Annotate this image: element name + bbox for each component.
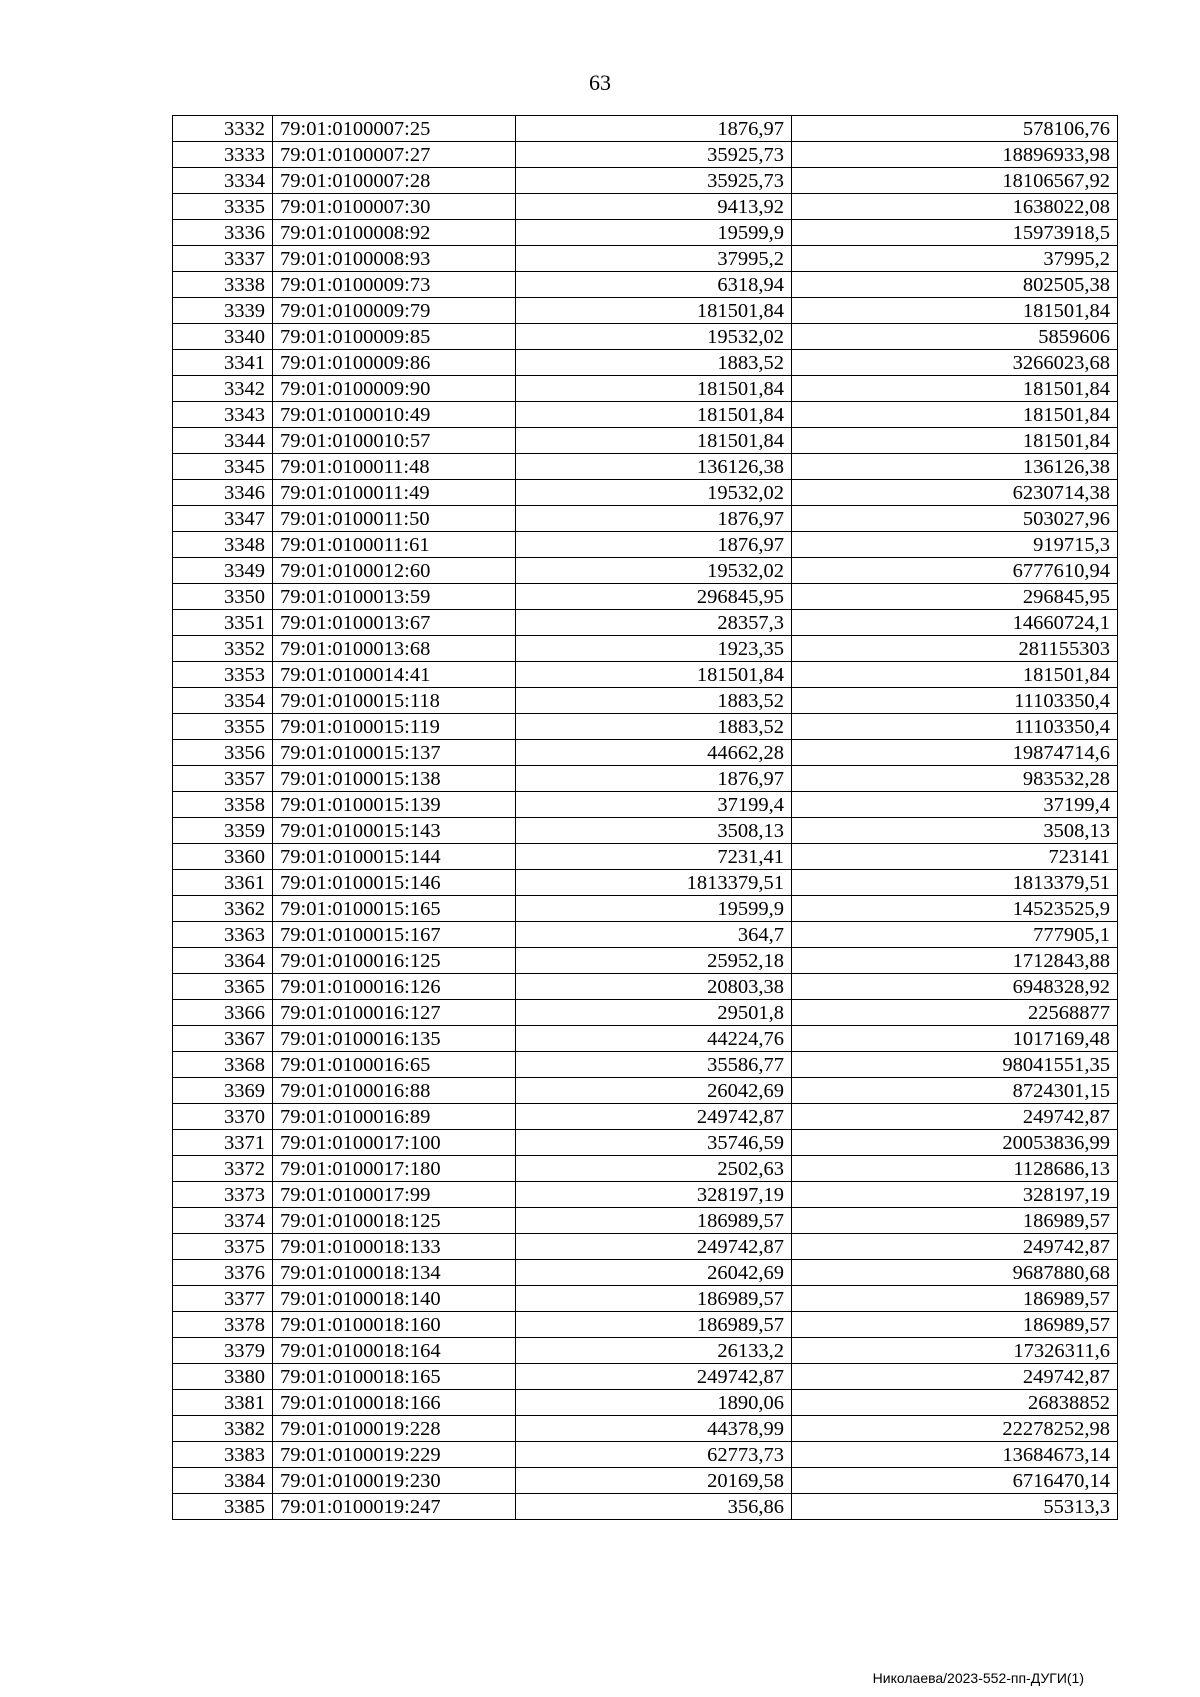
total-value-cell: 186989,57 — [792, 1286, 1118, 1312]
row-number-cell: 3358 — [173, 792, 273, 818]
value-cell: 3508,13 — [516, 818, 792, 844]
total-value-cell: 18896933,98 — [792, 142, 1118, 168]
cadastral-number-cell: 79:01:0100019:230 — [273, 1468, 516, 1494]
value-cell: 356,86 — [516, 1494, 792, 1520]
cadastral-number-cell: 79:01:0100015:137 — [273, 740, 516, 766]
value-cell: 19532,02 — [516, 324, 792, 350]
total-value-cell: 1712843,88 — [792, 948, 1118, 974]
cadastral-number-cell: 79:01:0100017:180 — [273, 1156, 516, 1182]
total-value-cell: 3508,13 — [792, 818, 1118, 844]
cadastral-number-cell: 79:01:0100009:79 — [273, 298, 516, 324]
cadastral-number-cell: 79:01:0100018:166 — [273, 1390, 516, 1416]
table-row — [173, 506, 1118, 532]
cadastral-number-cell: 79:01:0100018:160 — [273, 1312, 516, 1338]
cadastral-number-cell: 79:01:0100008:92 — [273, 220, 516, 246]
row-number-cell: 3343 — [173, 402, 273, 428]
cadastral-number-cell: 79:01:0100016:135 — [273, 1026, 516, 1052]
total-value-cell: 37995,2 — [792, 246, 1118, 272]
row-number-cell: 3369 — [173, 1078, 273, 1104]
row-number-cell: 3338 — [173, 272, 273, 298]
total-value-cell: 11103350,4 — [792, 688, 1118, 714]
value-cell: 186989,57 — [516, 1208, 792, 1234]
total-value-cell: 919715,3 — [792, 532, 1118, 558]
row-number-cell: 3347 — [173, 506, 273, 532]
total-value-cell: 328197,19 — [792, 1182, 1118, 1208]
table-row — [173, 584, 1118, 610]
row-number-cell: 3336 — [173, 220, 273, 246]
cadastral-number-cell: 79:01:0100011:49 — [273, 480, 516, 506]
cadastral-number-cell: 79:01:0100014:41 — [273, 662, 516, 688]
table-row — [173, 1338, 1118, 1364]
total-value-cell: 1128686,13 — [792, 1156, 1118, 1182]
row-number-cell: 3341 — [173, 350, 273, 376]
total-value-cell: 6777610,94 — [792, 558, 1118, 584]
cadastral-number-cell: 79:01:0100007:28 — [273, 168, 516, 194]
row-number-cell: 3356 — [173, 740, 273, 766]
total-value-cell: 777905,1 — [792, 922, 1118, 948]
value-cell: 35925,73 — [516, 142, 792, 168]
total-value-cell: 13684673,14 — [792, 1442, 1118, 1468]
total-value-cell: 136126,38 — [792, 454, 1118, 480]
value-cell: 37199,4 — [516, 792, 792, 818]
table-row — [173, 1156, 1118, 1182]
table-row — [173, 1468, 1118, 1494]
document-footer-code: Николаева/2023-552-пп-ДУГИ(1) — [872, 1670, 1084, 1686]
table-row — [173, 948, 1118, 974]
total-value-cell: 98041551,35 — [792, 1052, 1118, 1078]
cadastral-number-cell: 79:01:0100015:144 — [273, 844, 516, 870]
value-cell: 364,7 — [516, 922, 792, 948]
total-value-cell: 14523525,9 — [792, 896, 1118, 922]
cadastral-number-cell: 79:01:0100015:167 — [273, 922, 516, 948]
value-cell: 26042,69 — [516, 1260, 792, 1286]
table-row — [173, 1130, 1118, 1156]
row-number-cell: 3365 — [173, 974, 273, 1000]
total-value-cell: 181501,84 — [792, 428, 1118, 454]
row-number-cell: 3352 — [173, 636, 273, 662]
table-row — [173, 1000, 1118, 1026]
value-cell: 35925,73 — [516, 168, 792, 194]
total-value-cell: 55313,3 — [792, 1494, 1118, 1520]
row-number-cell: 3378 — [173, 1312, 273, 1338]
cadastral-number-cell: 79:01:0100018:133 — [273, 1234, 516, 1260]
row-number-cell: 3357 — [173, 766, 273, 792]
cadastral-number-cell: 79:01:0100013:67 — [273, 610, 516, 636]
cadastral-number-cell: 79:01:0100013:59 — [273, 584, 516, 610]
table-row — [173, 194, 1118, 220]
cadastral-number-cell: 79:01:0100007:25 — [273, 116, 516, 142]
total-value-cell: 3266023,68 — [792, 350, 1118, 376]
table-row — [173, 688, 1118, 714]
row-number-cell: 3364 — [173, 948, 273, 974]
cadastral-number-cell: 79:01:0100010:49 — [273, 402, 516, 428]
row-number-cell: 3385 — [173, 1494, 273, 1520]
cadastral-number-cell: 79:01:0100015:146 — [273, 870, 516, 896]
row-number-cell: 3371 — [173, 1130, 273, 1156]
table-row — [173, 610, 1118, 636]
row-number-cell: 3332 — [173, 116, 273, 142]
row-number-cell: 3367 — [173, 1026, 273, 1052]
table-row — [173, 818, 1118, 844]
total-value-cell: 1638022,08 — [792, 194, 1118, 220]
cadastral-number-cell: 79:01:0100015:138 — [273, 766, 516, 792]
row-number-cell: 3355 — [173, 714, 273, 740]
table-row — [173, 116, 1118, 142]
cadastral-number-cell: 79:01:0100015:143 — [273, 818, 516, 844]
value-cell: 28357,3 — [516, 610, 792, 636]
table-row — [173, 896, 1118, 922]
cadastral-number-cell: 79:01:0100016:89 — [273, 1104, 516, 1130]
row-number-cell: 3360 — [173, 844, 273, 870]
table-row — [173, 532, 1118, 558]
cadastral-number-cell: 79:01:0100016:126 — [273, 974, 516, 1000]
total-value-cell: 6230714,38 — [792, 480, 1118, 506]
cadastral-number-cell: 79:01:0100011:48 — [273, 454, 516, 480]
value-cell: 25952,18 — [516, 948, 792, 974]
value-cell: 29501,8 — [516, 1000, 792, 1026]
row-number-cell: 3382 — [173, 1416, 273, 1442]
value-cell: 26133,2 — [516, 1338, 792, 1364]
cadastral-number-cell: 79:01:0100016:125 — [273, 948, 516, 974]
cadastral-number-cell: 79:01:0100015:165 — [273, 896, 516, 922]
total-value-cell: 181501,84 — [792, 298, 1118, 324]
total-value-cell: 249742,87 — [792, 1364, 1118, 1390]
cadastral-value-table — [172, 115, 1118, 1520]
row-number-cell: 3379 — [173, 1338, 273, 1364]
total-value-cell: 20053836,99 — [792, 1130, 1118, 1156]
value-cell: 1883,52 — [516, 714, 792, 740]
cadastral-number-cell: 79:01:0100015:119 — [273, 714, 516, 740]
table-row — [173, 1442, 1118, 1468]
table-row — [173, 636, 1118, 662]
total-value-cell: 6716470,14 — [792, 1468, 1118, 1494]
table-row — [173, 844, 1118, 870]
value-cell: 1883,52 — [516, 350, 792, 376]
cadastral-number-cell: 79:01:0100016:127 — [273, 1000, 516, 1026]
table-row — [173, 1026, 1118, 1052]
row-number-cell: 3366 — [173, 1000, 273, 1026]
cadastral-number-cell: 79:01:0100009:86 — [273, 350, 516, 376]
table-row — [173, 870, 1118, 896]
value-cell: 181501,84 — [516, 376, 792, 402]
total-value-cell: 22278252,98 — [792, 1416, 1118, 1442]
total-value-cell: 281155303 — [792, 636, 1118, 662]
table-row — [173, 454, 1118, 480]
total-value-cell: 983532,28 — [792, 766, 1118, 792]
row-number-cell: 3383 — [173, 1442, 273, 1468]
row-number-cell: 3350 — [173, 584, 273, 610]
total-value-cell: 14660724,1 — [792, 610, 1118, 636]
table-row — [173, 714, 1118, 740]
total-value-cell: 181501,84 — [792, 662, 1118, 688]
table-row — [173, 246, 1118, 272]
total-value-cell: 1017169,48 — [792, 1026, 1118, 1052]
row-number-cell: 3345 — [173, 454, 273, 480]
row-number-cell: 3370 — [173, 1104, 273, 1130]
value-cell: 19599,9 — [516, 220, 792, 246]
value-cell: 136126,38 — [516, 454, 792, 480]
total-value-cell: 5859606 — [792, 324, 1118, 350]
value-cell: 1813379,51 — [516, 870, 792, 896]
table-row — [173, 142, 1118, 168]
table-row — [173, 1260, 1118, 1286]
row-number-cell: 3354 — [173, 688, 273, 714]
table-row — [173, 1364, 1118, 1390]
value-cell: 181501,84 — [516, 662, 792, 688]
value-cell: 1876,97 — [516, 116, 792, 142]
cadastral-number-cell: 79:01:0100019:228 — [273, 1416, 516, 1442]
row-number-cell: 3342 — [173, 376, 273, 402]
row-number-cell: 3381 — [173, 1390, 273, 1416]
table-row — [173, 1312, 1118, 1338]
value-cell: 249742,87 — [516, 1104, 792, 1130]
row-number-cell: 3349 — [173, 558, 273, 584]
table-row — [173, 1208, 1118, 1234]
page-number: 63 — [589, 70, 611, 95]
row-number-cell: 3339 — [173, 298, 273, 324]
total-value-cell: 186989,57 — [792, 1312, 1118, 1338]
cadastral-number-cell: 79:01:0100016:88 — [273, 1078, 516, 1104]
total-value-cell: 11103350,4 — [792, 714, 1118, 740]
value-cell: 181501,84 — [516, 428, 792, 454]
value-cell: 296845,95 — [516, 584, 792, 610]
value-cell: 37995,2 — [516, 246, 792, 272]
value-cell: 19532,02 — [516, 558, 792, 584]
cadastral-number-cell: 79:01:0100016:65 — [273, 1052, 516, 1078]
table-row — [173, 558, 1118, 584]
value-cell: 1876,97 — [516, 532, 792, 558]
table-row — [173, 168, 1118, 194]
row-number-cell: 3340 — [173, 324, 273, 350]
cadastral-number-cell: 79:01:0100011:50 — [273, 506, 516, 532]
row-number-cell: 3373 — [173, 1182, 273, 1208]
value-cell: 186989,57 — [516, 1312, 792, 1338]
value-cell: 26042,69 — [516, 1078, 792, 1104]
cadastral-number-cell: 79:01:0100019:229 — [273, 1442, 516, 1468]
table-row — [173, 1416, 1118, 1442]
cadastral-number-cell: 79:01:0100017:99 — [273, 1182, 516, 1208]
total-value-cell: 249742,87 — [792, 1104, 1118, 1130]
row-number-cell: 3368 — [173, 1052, 273, 1078]
value-cell: 181501,84 — [516, 298, 792, 324]
table-row — [173, 1104, 1118, 1130]
table-row — [173, 298, 1118, 324]
table-row — [173, 272, 1118, 298]
value-cell: 19532,02 — [516, 480, 792, 506]
cadastral-number-cell: 79:01:0100015:118 — [273, 688, 516, 714]
row-number-cell: 3346 — [173, 480, 273, 506]
row-number-cell: 3376 — [173, 1260, 273, 1286]
cadastral-number-cell: 79:01:0100007:27 — [273, 142, 516, 168]
table-row — [173, 662, 1118, 688]
table-row — [173, 1234, 1118, 1260]
table-row — [173, 974, 1118, 1000]
value-cell: 7231,41 — [516, 844, 792, 870]
cadastral-number-cell: 79:01:0100018:134 — [273, 1260, 516, 1286]
cadastral-number-cell: 79:01:0100018:140 — [273, 1286, 516, 1312]
value-cell: 44378,99 — [516, 1416, 792, 1442]
value-cell: 9413,92 — [516, 194, 792, 220]
table-row — [173, 1052, 1118, 1078]
table-row — [173, 766, 1118, 792]
value-cell: 1883,52 — [516, 688, 792, 714]
total-value-cell: 802505,38 — [792, 272, 1118, 298]
value-cell: 6318,94 — [516, 272, 792, 298]
table-row — [173, 402, 1118, 428]
row-number-cell: 3361 — [173, 870, 273, 896]
row-number-cell: 3374 — [173, 1208, 273, 1234]
row-number-cell: 3333 — [173, 142, 273, 168]
table-row — [173, 1182, 1118, 1208]
cadastral-number-cell: 79:01:0100015:139 — [273, 792, 516, 818]
value-cell: 44224,76 — [516, 1026, 792, 1052]
total-value-cell: 9687880,68 — [792, 1260, 1118, 1286]
value-cell: 1876,97 — [516, 766, 792, 792]
value-cell: 19599,9 — [516, 896, 792, 922]
total-value-cell: 8724301,15 — [792, 1078, 1118, 1104]
table-row — [173, 324, 1118, 350]
value-cell: 328197,19 — [516, 1182, 792, 1208]
table-body — [173, 116, 1118, 1520]
cadastral-number-cell: 79:01:0100009:85 — [273, 324, 516, 350]
value-cell: 181501,84 — [516, 402, 792, 428]
row-number-cell: 3380 — [173, 1364, 273, 1390]
row-number-cell: 3359 — [173, 818, 273, 844]
table-row — [173, 1390, 1118, 1416]
row-number-cell: 3353 — [173, 662, 273, 688]
table-row — [173, 480, 1118, 506]
total-value-cell: 578106,76 — [792, 116, 1118, 142]
cadastral-number-cell: 79:01:0100018:165 — [273, 1364, 516, 1390]
row-number-cell: 3334 — [173, 168, 273, 194]
value-cell: 44662,28 — [516, 740, 792, 766]
table-row — [173, 376, 1118, 402]
value-cell: 249742,87 — [516, 1234, 792, 1260]
total-value-cell: 503027,96 — [792, 506, 1118, 532]
cadastral-number-cell: 79:01:0100008:93 — [273, 246, 516, 272]
value-cell: 2502,63 — [516, 1156, 792, 1182]
cadastral-number-cell: 79:01:0100012:60 — [273, 558, 516, 584]
table-row — [173, 1286, 1118, 1312]
total-value-cell: 181501,84 — [792, 402, 1118, 428]
value-cell: 1876,97 — [516, 506, 792, 532]
value-cell: 20803,38 — [516, 974, 792, 1000]
value-cell: 1923,35 — [516, 636, 792, 662]
total-value-cell: 1813379,51 — [792, 870, 1118, 896]
cadastral-number-cell: 79:01:0100017:100 — [273, 1130, 516, 1156]
value-cell: 1890,06 — [516, 1390, 792, 1416]
total-value-cell: 15973918,5 — [792, 220, 1118, 246]
value-cell: 35586,77 — [516, 1052, 792, 1078]
cadastral-number-cell: 79:01:0100009:90 — [273, 376, 516, 402]
total-value-cell: 26838852 — [792, 1390, 1118, 1416]
row-number-cell: 3351 — [173, 610, 273, 636]
value-cell: 20169,58 — [516, 1468, 792, 1494]
table-row — [173, 350, 1118, 376]
table-row — [173, 428, 1118, 454]
total-value-cell: 186989,57 — [792, 1208, 1118, 1234]
total-value-cell: 17326311,6 — [792, 1338, 1118, 1364]
row-number-cell: 3344 — [173, 428, 273, 454]
total-value-cell: 723141 — [792, 844, 1118, 870]
total-value-cell: 181501,84 — [792, 376, 1118, 402]
total-value-cell: 19874714,6 — [792, 740, 1118, 766]
total-value-cell: 37199,4 — [792, 792, 1118, 818]
row-number-cell: 3362 — [173, 896, 273, 922]
table-row — [173, 220, 1118, 246]
table-row — [173, 740, 1118, 766]
row-number-cell: 3377 — [173, 1286, 273, 1312]
cadastral-number-cell: 79:01:0100009:73 — [273, 272, 516, 298]
value-cell: 249742,87 — [516, 1364, 792, 1390]
row-number-cell: 3335 — [173, 194, 273, 220]
table-row — [173, 792, 1118, 818]
total-value-cell: 22568877 — [792, 1000, 1118, 1026]
cadastral-number-cell: 79:01:0100011:61 — [273, 532, 516, 558]
table-row — [173, 1078, 1118, 1104]
row-number-cell: 3348 — [173, 532, 273, 558]
value-cell: 35746,59 — [516, 1130, 792, 1156]
cadastral-number-cell: 79:01:0100018:125 — [273, 1208, 516, 1234]
cadastral-number-cell: 79:01:0100019:247 — [273, 1494, 516, 1520]
table-row — [173, 922, 1118, 948]
cadastral-number-cell: 79:01:0100010:57 — [273, 428, 516, 454]
total-value-cell: 249742,87 — [792, 1234, 1118, 1260]
total-value-cell: 296845,95 — [792, 584, 1118, 610]
value-cell: 186989,57 — [516, 1286, 792, 1312]
cadastral-number-cell: 79:01:0100007:30 — [273, 194, 516, 220]
cadastral-number-cell: 79:01:0100018:164 — [273, 1338, 516, 1364]
cadastral-number-cell: 79:01:0100013:68 — [273, 636, 516, 662]
table-row — [173, 1494, 1118, 1520]
total-value-cell: 6948328,92 — [792, 974, 1118, 1000]
row-number-cell: 3337 — [173, 246, 273, 272]
row-number-cell: 3363 — [173, 922, 273, 948]
row-number-cell: 3384 — [173, 1468, 273, 1494]
row-number-cell: 3372 — [173, 1156, 273, 1182]
total-value-cell: 18106567,92 — [792, 168, 1118, 194]
value-cell: 62773,73 — [516, 1442, 792, 1468]
row-number-cell: 3375 — [173, 1234, 273, 1260]
